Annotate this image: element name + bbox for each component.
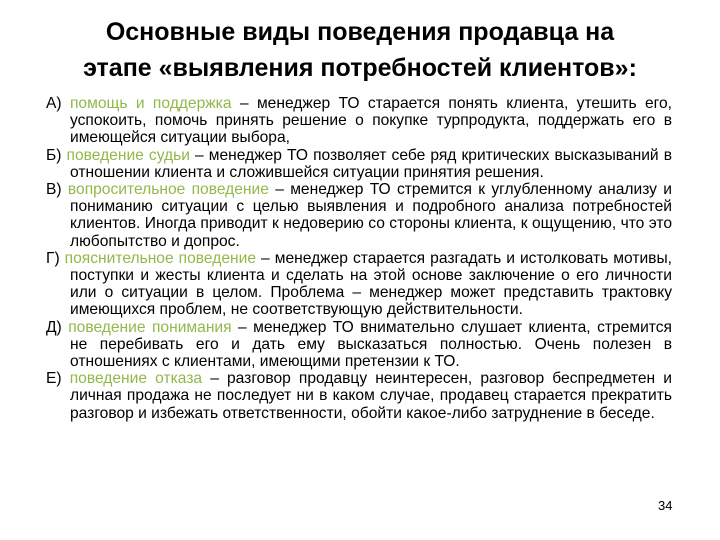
slide-title-line-2: этапе «выявления потребностей клиентов»: <box>83 54 637 82</box>
page-number: 34 <box>658 498 673 513</box>
item-term: поведение судьи <box>66 146 190 164</box>
behavior-list <box>46 95 672 422</box>
slide-title-line-1: Основные виды поведения продавца на <box>105 18 615 46</box>
item-term: поведение понимания <box>68 318 232 336</box>
list-item <box>46 370 672 422</box>
list-item <box>46 181 672 250</box>
item-text: – менеджер ТО старается понять клиента, утешить его, успокоить, помочь принять решение о покупке турпродукта, поддержать его в имеющейся ситуации выбора, <box>70 95 672 147</box>
item-text: – менеджер старается разгадать и истолковать мотивы, поступки и жесты клиента и сделать на этой основе заключение о его личности или о ситуации в целом. Проблема – менеджер может представить трактовку имеющихся проблем, не соответствующую действительности. <box>70 249 672 319</box>
item-text: – менеджер ТО стремится к углубленному анализу и пониманию ситуации с целью выявления и подробного анализа потребностей клиентов. Иногда приводит к недоверию со стороны клиента, к ощущению, что это любопытство и допрос. <box>70 181 672 250</box>
list-item <box>46 147 672 181</box>
item-text: – менеджер ТО позволяет себе ряд критических высказываний в отношении клиента и сложившейся ситуации принятия решения. <box>70 146 672 181</box>
list-item <box>46 319 672 371</box>
item-term: помощь и поддержка <box>69 95 232 112</box>
item-marker: Б) <box>46 146 62 164</box>
list-item <box>46 95 672 147</box>
item-marker: А) <box>46 95 62 112</box>
item-marker: В) <box>46 181 62 199</box>
item-term: поведение отказа <box>69 370 203 388</box>
item-text: – менеджер ТО внимательно слушает клиента, стремится не перебивать его и дать ему высказаться полностью. Очень полезен в отношениях с клиентами, имеющими претензии к ТО. <box>70 318 672 371</box>
item-marker: Г) <box>46 249 60 267</box>
item-marker: Д) <box>46 318 62 336</box>
slide-title <box>0 14 720 86</box>
item-term: вопросительное поведение <box>67 181 269 199</box>
list-item <box>46 250 672 319</box>
item-term: пояснительное поведение <box>64 249 257 267</box>
item-marker: Е) <box>46 370 62 388</box>
item-text: – разговор продавцу неинтересен, разговор беспредметен и личная продажа не последует ни в каком случае, продавец старается прекратить разговор и избежать ответственности, обойти какое-либо затруднение в беседе. <box>70 370 672 422</box>
